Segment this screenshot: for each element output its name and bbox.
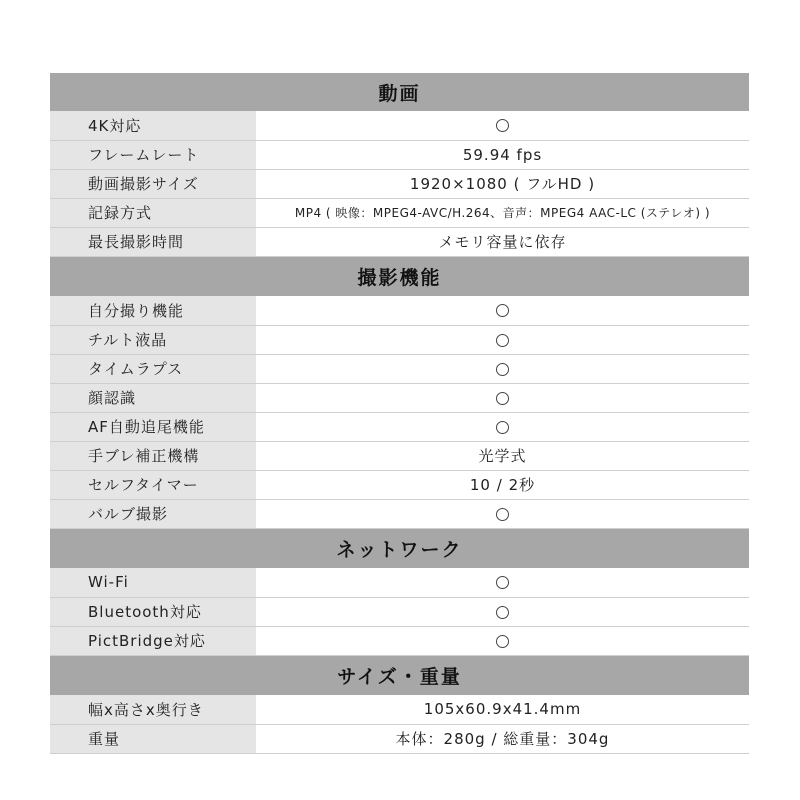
supported-circle-icon xyxy=(496,576,509,589)
supported-circle-icon xyxy=(496,119,509,132)
spec-label: セルフタイマー xyxy=(50,470,256,499)
spec-value: 1920×1080 ( フルHD ) xyxy=(256,169,749,198)
section-title: 撮影機能 xyxy=(50,256,749,296)
spec-value: 105x60.9x41.4mm xyxy=(256,695,749,724)
supported-circle-icon xyxy=(496,304,509,317)
supported-circle-icon xyxy=(496,392,509,405)
spec-row-weight xyxy=(50,724,749,753)
spec-value xyxy=(256,354,749,383)
supported-circle-icon xyxy=(496,508,509,521)
spec-label: AF自動追尾機能 xyxy=(50,412,256,441)
spec-label: 記録方式 xyxy=(50,198,256,227)
spec-label: タイムラプス xyxy=(50,354,256,383)
spec-label: Bluetooth対応 xyxy=(50,597,256,626)
spec-label: 動画撮影サイズ xyxy=(50,169,256,198)
spec-value xyxy=(256,412,749,441)
spec-label: 幅x高さx奥行き xyxy=(50,695,256,724)
spec-row-dimensions xyxy=(50,695,749,724)
spec-row-af-tracking xyxy=(50,412,749,441)
spec-value: メモリ容量に依存 xyxy=(256,227,749,256)
section-header-size-weight xyxy=(50,655,749,695)
spec-label: 最長撮影時間 xyxy=(50,227,256,256)
spec-row-pictbridge xyxy=(50,626,749,655)
section-title: 動画 xyxy=(50,73,749,111)
spec-label: 自分撮り機能 xyxy=(50,296,256,325)
supported-circle-icon xyxy=(496,606,509,619)
spec-row-recording-format xyxy=(50,198,749,227)
spec-label: Wi-Fi xyxy=(50,568,256,597)
supported-circle-icon xyxy=(496,363,509,376)
supported-circle-icon xyxy=(496,334,509,347)
spec-label: PictBridge対応 xyxy=(50,626,256,655)
section-header-video xyxy=(50,73,749,111)
spec-row-wifi xyxy=(50,568,749,597)
spec-value: MP4 ( 映像：MPEG4-AVC/H.264、音声：MPEG4 AAC-LC (ステレオ) ) xyxy=(256,198,749,227)
spec-row-self-timer xyxy=(50,470,749,499)
spec-row-bulb xyxy=(50,499,749,528)
spec-value xyxy=(256,325,749,354)
spec-label: バルブ撮影 xyxy=(50,499,256,528)
spec-row-timelapse xyxy=(50,354,749,383)
spec-table xyxy=(50,73,749,754)
spec-value: 本体：280g / 総重量：304g xyxy=(256,724,749,753)
spec-row-bluetooth xyxy=(50,597,749,626)
spec-value xyxy=(256,111,749,140)
spec-label: チルト液晶 xyxy=(50,325,256,354)
spec-row-face-recognition xyxy=(50,383,749,412)
spec-label: 重量 xyxy=(50,724,256,753)
spec-row-tilt-lcd xyxy=(50,325,749,354)
spec-row-stabilization xyxy=(50,441,749,470)
section-title: サイズ・重量 xyxy=(50,655,749,695)
spec-label: 4K対応 xyxy=(50,111,256,140)
supported-circle-icon xyxy=(496,421,509,434)
spec-label: 手ブレ補正機構 xyxy=(50,441,256,470)
supported-circle-icon xyxy=(496,635,509,648)
spec-row-4k xyxy=(50,111,749,140)
spec-value: 10 / 2秒 xyxy=(256,470,749,499)
spec-value: 光学式 xyxy=(256,441,749,470)
spec-label: フレームレート xyxy=(50,140,256,169)
spec-row-selfie xyxy=(50,296,749,325)
spec-value: 59.94 fps xyxy=(256,140,749,169)
spec-value xyxy=(256,296,749,325)
spec-value xyxy=(256,499,749,528)
spec-row-max-recording-time xyxy=(50,227,749,256)
spec-row-video-size xyxy=(50,169,749,198)
spec-label: 顔認識 xyxy=(50,383,256,412)
section-header-shooting xyxy=(50,256,749,296)
spec-value xyxy=(256,568,749,597)
section-header-network xyxy=(50,528,749,568)
spec-row-framerate xyxy=(50,140,749,169)
spec-value xyxy=(256,383,749,412)
spec-value xyxy=(256,597,749,626)
section-title: ネットワーク xyxy=(50,528,749,568)
spec-value xyxy=(256,626,749,655)
